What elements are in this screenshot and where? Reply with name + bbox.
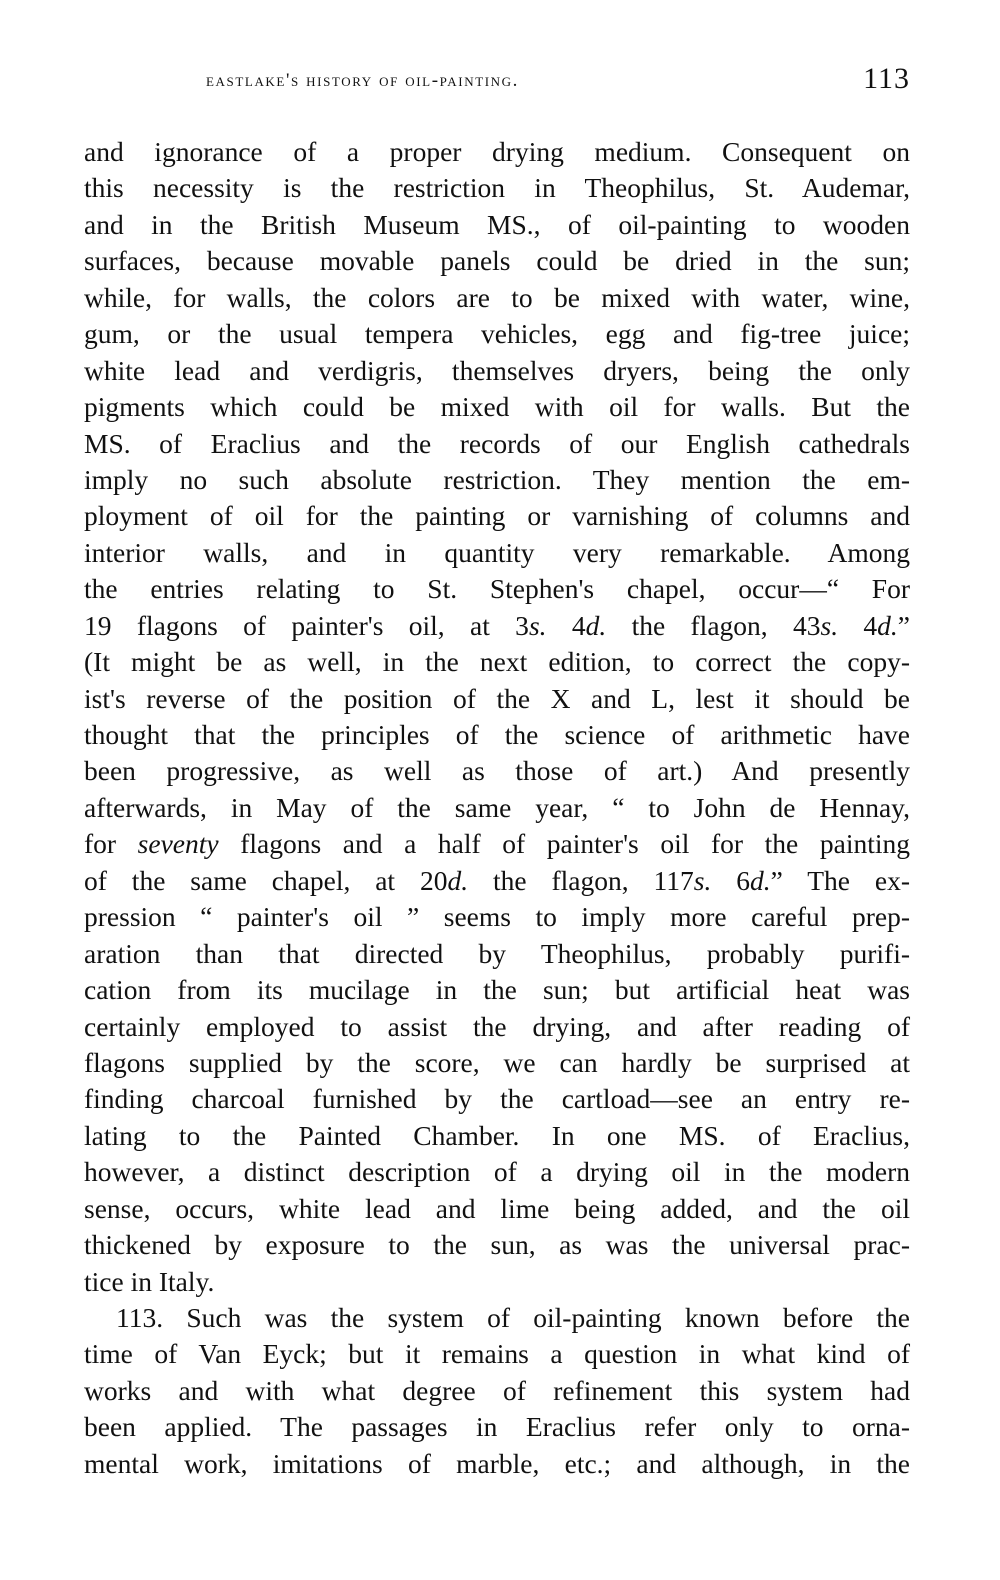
text-line: afterwards, in May of the same year, “ to John de Hennay, [84, 791, 910, 823]
text-line: and ignorance of a proper drying medium. Consequent on [84, 136, 910, 167]
text-line: interior walls, and in quantity very remarkable. Among [84, 536, 910, 568]
text-line: surfaces, because movable panels could be dried in the sun; [84, 245, 910, 277]
text-line: of the same chapel, at 20d. the flagon, 117s. 6d.” The ex- [84, 864, 910, 896]
text-line: thickened by exposure to the sun, as was the universal prac- [84, 1229, 910, 1261]
text-line: aration than that directed by Theophilus, probably purifi- [84, 937, 910, 969]
text-line: mental work, imitations of marble, etc.; and although, in the [84, 1447, 910, 1479]
text-line: imply no such absolute restriction. They mention the em- [84, 463, 910, 495]
text-line: the entries relating to St. Stephen's chapel, occur—“ For [84, 573, 910, 605]
text-line: ist's reverse of the position of the X and L, lest it should be [84, 682, 910, 714]
paragraph-section-113 [84, 1300, 910, 1482]
text-line: been progressive, as well as those of art.) And presently [84, 755, 910, 787]
text-line: this necessity is the restriction in Theophilus, St. Audemar, [84, 172, 910, 204]
page-number: 113 [863, 62, 910, 95]
body-text [84, 134, 910, 1482]
text-line: MS. of Eraclius and the records of our English cathedrals [84, 427, 910, 459]
running-title: eastlake's history of oil-painting. [206, 70, 519, 91]
text-line: finding charcoal furnished by the cartload—see an entry re- [84, 1083, 910, 1115]
text-line: tice in Italy. [84, 1265, 215, 1297]
text-line: been applied. The passages in Eraclius refer only to orna- [84, 1411, 910, 1443]
text-line: works and with what degree of refinement this system had [84, 1374, 910, 1406]
text-line: certainly employed to assist the drying, and after reading of [84, 1010, 910, 1042]
text-line: gum, or the usual tempera vehicles, egg and fig-tree juice; [84, 318, 910, 350]
text-line: pression “ painter's oil ” seems to imply more careful prep- [84, 901, 910, 933]
text-line: ployment of oil for the painting or varnishing of columns and [84, 500, 910, 532]
text-line: 19 flagons of painter's oil, at 3s. 4d. the flagon, 43s. 4d.” [84, 609, 911, 641]
text-line: white lead and verdigris, themselves dryers, being the only [84, 354, 910, 386]
text-line: while, for walls, the colors are to be mixed with water, wine, [84, 281, 910, 313]
book-page [84, 0, 910, 1580]
text-line: lating to the Painted Chamber. In one MS. of Eraclius, [84, 1119, 910, 1151]
section-opening-line: 113. Such was the system of oil-painting known before the [116, 1302, 910, 1333]
text-line: cation from its mucilage in the sun; but artificial heat was [84, 974, 910, 1006]
text-line: pigments which could be mixed with oil for walls. But the [84, 391, 910, 423]
text-line: however, a distinct description of a drying oil in the modern [84, 1156, 910, 1188]
text-line: (It might be as well, in the next edition, to correct the copy- [84, 646, 910, 678]
text-line: flagons supplied by the score, we can hardly be surprised at [84, 1046, 910, 1078]
emphasis-seventy: seventy [137, 828, 219, 860]
text-line: time of Van Eyck; but it remains a question in what kind of [84, 1338, 910, 1370]
running-head [84, 62, 910, 98]
text-line: for seventy flagons and a half of painter's oil for the painting [84, 828, 910, 860]
text-line: thought that the principles of the science of arithmetic have [84, 719, 910, 750]
paragraph-continuation [84, 134, 910, 1300]
text-line: sense, occurs, white lead and lime being added, and the oil [84, 1192, 910, 1224]
text-line: and in the British Museum MS., of oil-painting to wooden [84, 208, 910, 240]
